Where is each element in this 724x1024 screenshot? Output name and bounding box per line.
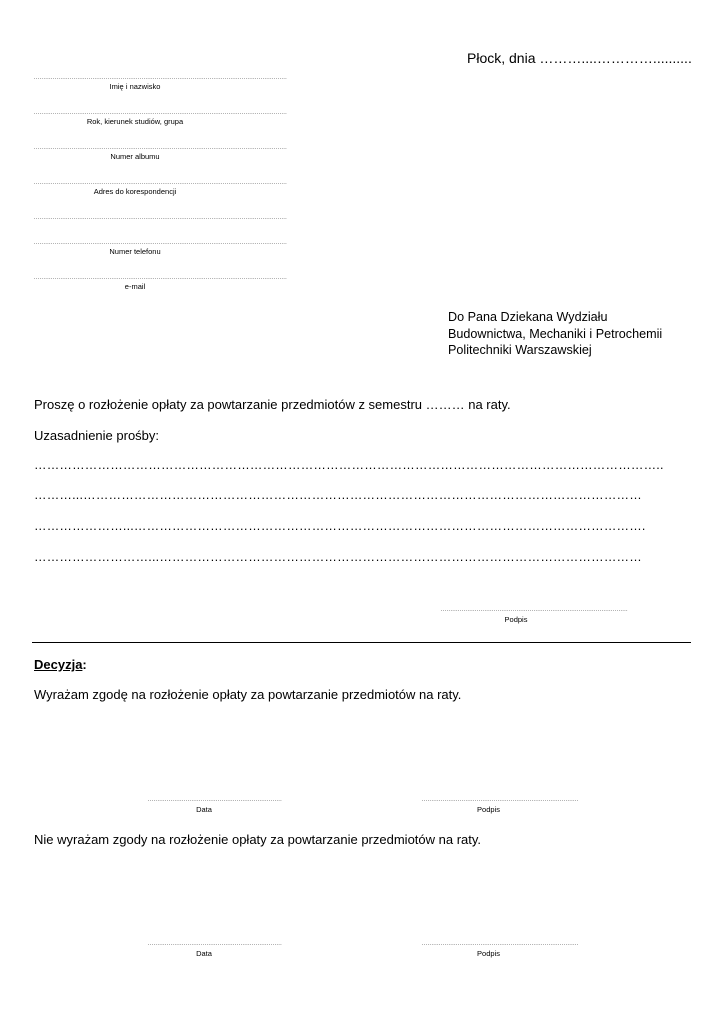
approve-signature[interactable]	[422, 797, 579, 814]
album-number-field[interactable]	[34, 145, 288, 161]
address-field[interactable]	[34, 180, 288, 196]
decision-heading-label: Decyzja	[34, 657, 83, 672]
recipient-line: Do Pana Dziekana Wydziału	[448, 310, 608, 324]
request-text: Proszę o rozłożenie opłaty za powtarzanie przedmiotów z semestru ……… na raty.	[34, 397, 511, 412]
recipient-block	[448, 309, 662, 359]
field-caption: Rok, kierunek studiów, grupa	[86, 117, 184, 126]
fill-in-line: ......................................................................................................................................	[34, 215, 288, 221]
section-divider	[32, 642, 691, 643]
fill-in-line: ...................................................................................	[422, 941, 579, 947]
field-caption: Numer telefonu	[109, 247, 161, 256]
fill-in-line: ......................................................................................................................................	[34, 275, 288, 281]
reject-date[interactable]	[148, 941, 283, 958]
date-caption: Data	[196, 805, 212, 814]
fill-in-line: ......................................................................................................................................	[34, 240, 288, 246]
field-caption: Adres do korespondencji	[93, 187, 177, 196]
signature-caption: Podpis	[477, 805, 500, 814]
date-caption: Data	[196, 949, 212, 958]
decision-heading-colon: :	[82, 657, 87, 672]
phone-field[interactable]	[34, 240, 288, 256]
field-caption: Imię i nazwisko	[109, 82, 161, 91]
approve-date[interactable]	[148, 797, 283, 814]
fill-in-line: ......................................................................................................................................	[34, 110, 288, 116]
recipient-line: Budownictwa, Mechaniki i Petrochemii	[448, 326, 663, 341]
fill-in-line: ......................................................................................................................................	[34, 145, 288, 151]
fill-in-line: ......................................................................................................................................	[34, 75, 288, 81]
reject-signature[interactable]	[422, 941, 579, 958]
reject-text: Nie wyrażam zgody na rozłożenie opłaty za powtarzanie przedmiotów na raty.	[34, 832, 482, 847]
justification-label: Uzasadnienie prośby:	[34, 428, 160, 443]
field-caption: Numer albumu	[110, 152, 160, 161]
approve-text: Wyrażam zgodę na rozłożenie opłaty za powtarzanie przedmiotów na raty.	[34, 687, 462, 702]
place-and-date: Płock, dnia ………....…………..........	[467, 50, 692, 66]
justification-line[interactable]: ………...……………………………………………………………………………………………………………………	[34, 488, 642, 502]
recipient-line: Politechniki Warszawskiej	[448, 343, 592, 357]
justification-line[interactable]: ………………………...……………………………………………………………………………………………………	[34, 550, 642, 564]
fill-in-line: ...................................................................................................	[441, 607, 629, 613]
address-field-line-2[interactable]	[34, 215, 288, 222]
signature-caption: Podpis	[504, 615, 528, 624]
field-caption: e-mail	[124, 282, 146, 291]
fill-in-line: .......................................................................	[148, 941, 283, 947]
decision-heading	[34, 657, 87, 672]
fill-in-line: ......................................................................................................................................	[34, 180, 288, 186]
justification-line[interactable]: …………………………………………………………………………………………………………………………………..	[34, 458, 664, 472]
fill-in-line: ...................................................................................	[422, 797, 579, 803]
signature-caption: Podpis	[477, 949, 500, 958]
email-field[interactable]	[34, 275, 288, 291]
justification-line[interactable]: …………………...………………………………………………………………………………………………………….	[34, 519, 646, 533]
study-year-field[interactable]	[34, 110, 288, 126]
request-signature[interactable]	[441, 607, 629, 624]
name-field[interactable]	[34, 75, 288, 91]
fill-in-line: .......................................................................	[148, 797, 283, 803]
